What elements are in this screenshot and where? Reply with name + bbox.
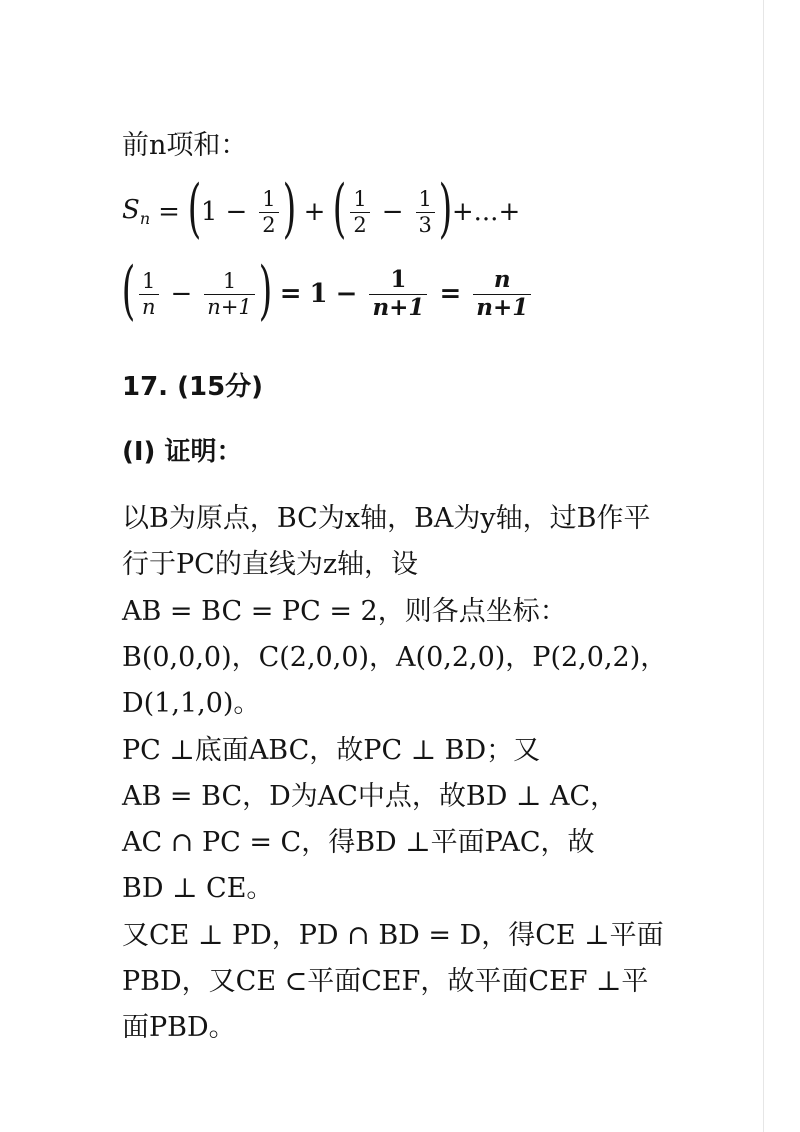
proof-line: AB = BC，D为AC中点，故BD ⊥ AC， [122, 780, 618, 812]
fraction: $\frac{1}{3}$ [416, 187, 435, 236]
fraction: $\frac{1}{2}$ [259, 187, 278, 236]
intro-text: 前n项和： [122, 130, 248, 161]
proof-line: AB = BC = PC = 2，则各点坐标： [122, 595, 567, 627]
fraction: $\frac{1}{n}$ [139, 269, 159, 318]
problem-heading: 17. (15分) [122, 372, 264, 402]
part-heading: (I) 证明： [122, 437, 243, 467]
fraction: $\frac{n}{n+1}$ [473, 267, 531, 321]
fraction: $\frac{1}{n+1}$ [204, 269, 254, 318]
proof-line: D(1,1,0)。 [122, 688, 261, 720]
proof-line: 行于PC的直线为z轴，设 [122, 549, 419, 581]
proof-line: 以B为原点，BC为x轴，BA为y轴，过B作平 [122, 503, 651, 534]
sum-symbol: $S_n$ [122, 195, 151, 229]
proof-line: PBD，又CE ⊂平面CEF，故平面CEF ⊥平 [122, 966, 649, 997]
proof-line: 面PBD。 [122, 1012, 236, 1044]
proof-line: BD ⊥ CE。 [122, 873, 274, 905]
proof-line: 又CE ⊥ PD，PD ∩ BD = D，得CE ⊥平面 [122, 919, 664, 951]
proof-line: B(0,0,0)，C(2,0,0)，A(0,2,0)，P(2,0,2)， [122, 641, 668, 673]
proof-line: AC ∩ PC = C，得BD ⊥平面PAC，故 [122, 827, 595, 859]
proof-line: PC ⊥底面ABC，故PC ⊥ BD；又 [122, 734, 541, 766]
page-edge [763, 0, 764, 1132]
sum-equation-line-1: $S_n$ = ( 1 − $\frac{1}{2}$ ) + ( $\frac{1}{2}$ − $\frac{1}{3}$ ) +...+ [122, 172, 521, 246]
fraction: $\frac{1}{n+1}$ [369, 267, 427, 321]
sum-equation-line-2: ( $\frac{1}{n}$ − $\frac{1}{n+1}$ ) = 1 − $\frac{1}{n+1}$ = $\frac{n}{n+1}$ [122, 262, 535, 326]
fraction: $\frac{1}{2}$ [350, 187, 369, 236]
